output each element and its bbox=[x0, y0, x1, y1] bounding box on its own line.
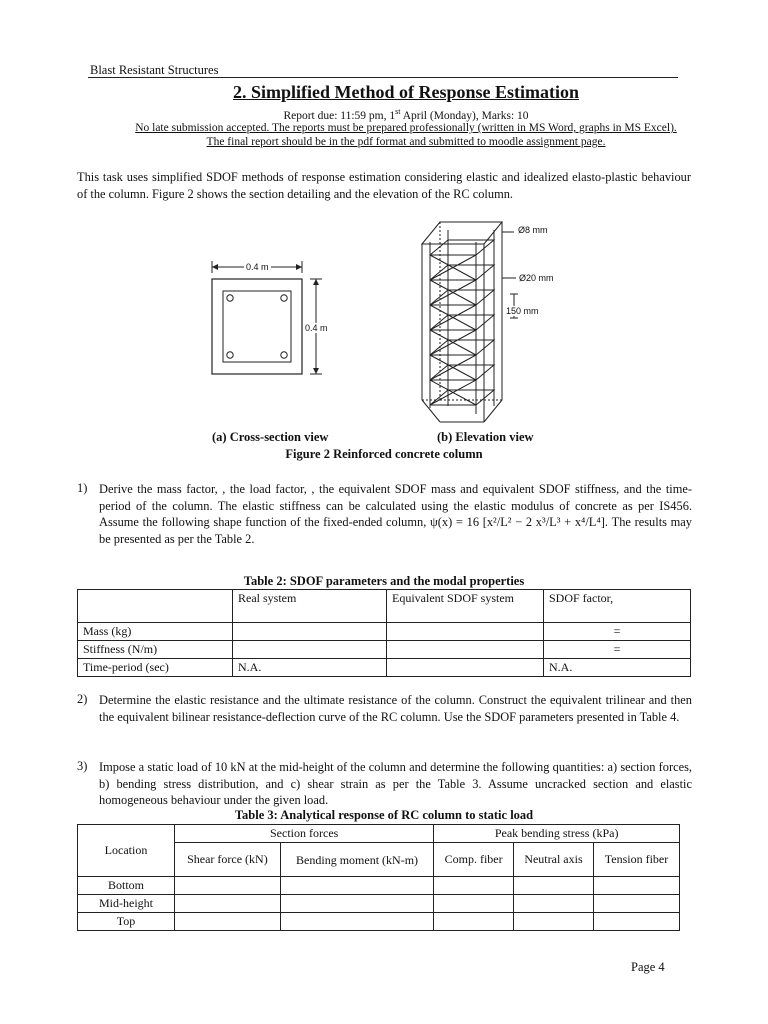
q3-text: Impose a static load of 10 kN at the mid-height of the column and determine the following quantities: a) section forces, b) bending stress distribution, and c) shear strain as per the Table 3. Assume uncracked section and elastic homogeneous behaviour under the given load. bbox=[99, 760, 692, 807]
table2-caption: Table 2: SDOF parameters and the modal properties bbox=[243, 574, 525, 588]
q1-number: 1) bbox=[77, 481, 88, 495]
notice-line-1: No late submission accepted. The reports must be prepared professionally (written in MS Word, graphs in MS Excel). bbox=[135, 122, 677, 134]
table-row: Mass (kg) = bbox=[78, 623, 691, 641]
table3-caption: Table 3: Analytical response of RC column to static load bbox=[234, 808, 534, 822]
table2-header bbox=[78, 590, 233, 623]
table-row: Stiffness (N/m) = bbox=[78, 641, 691, 659]
elevation-figure bbox=[410, 210, 520, 430]
rebar bbox=[281, 352, 287, 358]
table3-group-header: Section forces bbox=[175, 825, 434, 843]
header-rule bbox=[88, 77, 678, 78]
table-row: Top bbox=[78, 913, 680, 931]
width-dim-label: 0.4 m bbox=[246, 262, 269, 272]
q2-number: 2) bbox=[77, 692, 88, 706]
table2 bbox=[77, 589, 691, 677]
caption-b: (b) Elevation view bbox=[437, 430, 534, 444]
course-header: Blast Resistant Structures bbox=[90, 63, 219, 77]
table3: Location Section forces Peak bending stress (kPa) Shear force (kN) Bending moment (kN-m) Comp. fiber Neutral axis Tension fiber Bottom Mid-height Top bbox=[77, 824, 680, 931]
page-number: Page 4 bbox=[631, 960, 665, 974]
table2-header: SDOF factor, bbox=[544, 590, 691, 623]
table2-header: Real system bbox=[233, 590, 387, 623]
table-row: Mid-height bbox=[78, 895, 680, 913]
stirrup-outline bbox=[223, 291, 291, 362]
table2-header: Equivalent SDOF system bbox=[387, 590, 544, 623]
section-outline bbox=[212, 279, 302, 374]
stirrup-label: Ø8 mm bbox=[518, 225, 548, 235]
table-row: Bottom bbox=[78, 877, 680, 895]
table3-location-header: Location bbox=[78, 825, 175, 877]
rebar bbox=[227, 295, 233, 301]
spacing-label: 150 mm bbox=[506, 306, 539, 316]
q3-number: 3) bbox=[77, 759, 88, 773]
table3-group-header: Peak bending stress (kPa) bbox=[434, 825, 680, 843]
notice-line-2: The final report should be in the pdf format and submitted to moodle assignment page. bbox=[206, 136, 606, 148]
report-due: Report due: 11:59 pm, 1st April (Monday), Marks: 10 bbox=[283, 107, 529, 122]
q1-text: Derive the mass factor, , the load factor, , the equivalent SDOF mass and equivalent SDOF stiffness, and the time-period of the column. The elastic stiffness can be calculated using the elastic modulus of concrete as per IS456. Assume the following shape function of the fixed-ended column, ψ(x) = 16 [x²/L² − 2 x³/L³ + x⁴/L⁴]. The results may be presented as per the Table 2. bbox=[99, 482, 692, 546]
page-title: 2. Simplified Method of Response Estimation bbox=[232, 82, 580, 102]
rebar bbox=[281, 295, 287, 301]
figure-caption: Figure 2 Reinforced concrete column bbox=[285, 447, 483, 461]
height-dim-label: 0.4 m bbox=[305, 323, 328, 333]
main-bar-label: Ø20 mm bbox=[519, 273, 554, 283]
q2-text: Determine the elastic resistance and the ultimate resistance of the column. Construct the equivalent trilinear and then the equivalent bilinear resistance-deflection curve of the RC column. Use the SDOF parameters presented in Table 4. bbox=[99, 693, 692, 724]
top-face bbox=[422, 222, 502, 244]
intro-paragraph: This task uses simplified SDOF methods of response estimation considering elastic and idealized elasto-plastic behaviour of the column. Figure 2 shows the section detailing and the elevation of the RC column. bbox=[77, 170, 691, 201]
rebar bbox=[227, 352, 233, 358]
table-row: Time-period (sec) N.A. N.A. bbox=[78, 659, 691, 677]
cross-section-figure bbox=[200, 255, 340, 385]
caption-a: (a) Cross-section view bbox=[212, 430, 329, 444]
